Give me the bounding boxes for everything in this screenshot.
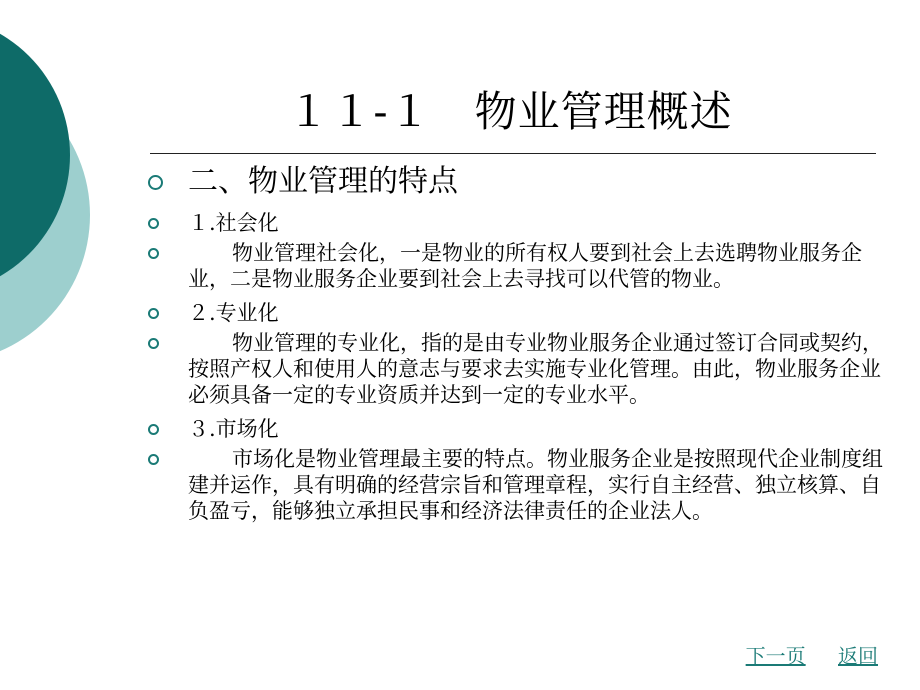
- section-heading-text: 二、物业管理的特点: [188, 164, 458, 199]
- item-paragraph: 市场化是物业管理最主要的特点。物业服务企业是按照现代企业制度组建并运作，具有明确的经营宗旨和管理章程，实行自主经营、独立核算、自负盈亏，能够独立承担民事和经济法律责任的企业法人。: [188, 447, 883, 523]
- item-label: １.社会化: [188, 211, 279, 235]
- list-item: [148, 210, 888, 236]
- item-paragraph: 物业管理社会化，一是物业的所有权人要到社会上去选聘物业服务企业，二是物业服务企业要到社会上去寻找可以代管的物业。: [188, 241, 862, 291]
- item-label: ３.市场化: [188, 417, 279, 441]
- slide-title: １１-１ 物业管理概述: [287, 87, 733, 136]
- next-page-link[interactable]: 下一页: [745, 644, 806, 668]
- list-item: [148, 300, 888, 326]
- bullet-icon: [148, 308, 159, 319]
- section-heading: [148, 160, 888, 204]
- slide-content: [148, 160, 888, 532]
- back-link[interactable]: 返回: [838, 644, 878, 668]
- bullet-icon: [148, 218, 159, 229]
- slide-navigation: [720, 640, 878, 669]
- bullet-icon: [148, 424, 159, 435]
- item-label: ２.专业化: [188, 301, 279, 325]
- bullet-icon: [148, 338, 159, 349]
- list-item: [148, 330, 888, 408]
- title-divider: [150, 153, 876, 154]
- bullet-icon: [148, 454, 159, 465]
- decorative-circles: [0, 0, 120, 400]
- list-item: [148, 240, 888, 292]
- item-paragraph: 物业管理的专业化，指的是由专业物业服务企业通过签订合同或契约，按照产权人和使用人的意志与要求去实施专业化管理。由此，物业服务企业必须具备一定的专业资质并达到一定的专业水平。: [188, 331, 883, 407]
- list-item: [148, 446, 888, 524]
- bullet-icon: [148, 175, 163, 190]
- list-item: [148, 416, 888, 442]
- bullet-icon: [148, 248, 159, 259]
